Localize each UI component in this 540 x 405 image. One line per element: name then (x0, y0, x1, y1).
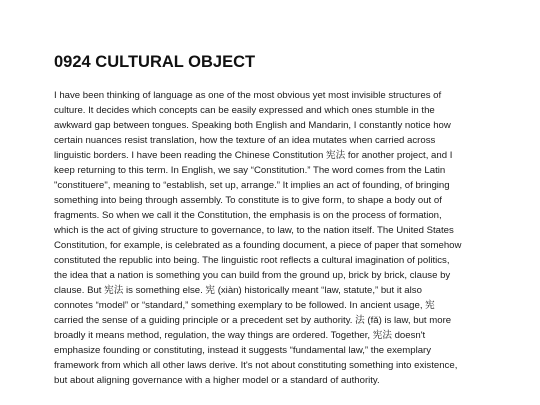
paragraph-line: the idea that a nation is something you can build from the ground up, brick by brick, clause by (54, 270, 451, 281)
paragraph-line: culture. It decides which concepts can be easily expressed and which ones stumble in the (54, 105, 435, 116)
paragraph-line: keep returning to this term. In English, we say “Constitution.” The word comes from the Latin (54, 165, 446, 176)
paragraph-line: "constituere", meaning to “establish, set up, arrange.” It implies an act of founding, of bringing (54, 180, 450, 191)
paragraph-line: constituted the republic into being. The linguistic root reflects a cultural imagination of politics, (54, 255, 450, 266)
paragraph-line: framework from which all other laws derive. It's not about constituting something into existence, (54, 360, 458, 371)
paragraph-line: broadly it means method, regulation, the way things are ordered. Together, 宪法 doesn't (54, 330, 426, 341)
paragraph-line: awkward gap between tongues. Speaking both English and Mandarin, I constantly notice how (54, 120, 451, 131)
paragraph-line: connotes “model” or “standard,” something exemplary to be followed. In ancient usage, 宪 (54, 300, 435, 311)
body-paragraph (54, 88, 494, 388)
paragraph-line: I have been thinking of language as one of the most obvious yet most invisible structures of (54, 90, 442, 101)
paragraph-line: carried the sense of a guiding principle or a precedent set by authority. 法 (fǎ) is law, but more (54, 315, 452, 326)
paragraph-line: clause. But 宪法 is something else. 宪 (xiàn) historically meant “law, statute,” but it also (54, 285, 422, 296)
page-title: 0924 CULTURAL OBJECT (54, 53, 256, 71)
paragraph-line: linguistic borders. I have been reading the Chinese Constitution 宪法 for another project, and I (54, 150, 453, 161)
paragraph-line: but about aligning governance with a higher model or a standard of authority. (54, 375, 380, 386)
paragraph-line: emphasize founding or constituting, instead it suggests “fundamental law,” the exemplary (54, 345, 432, 356)
paragraph-line: certain nuances resist translation, how the texture of an idea mutates when carried across (54, 135, 436, 146)
paragraph-line: which is the act of giving structure to governance, to law, to the nation itself. The United States (54, 225, 454, 236)
paragraph-line: something into being through assembly. To constitute is to give form, to shape a body out of (54, 195, 442, 206)
paragraph-line: fragments. So when we call it the Constitution, the emphasis is on the process of formation, (54, 210, 442, 221)
paragraph-line: Constitution, for example, is celebrated as a founding document, a piece of paper that somehow (54, 240, 462, 251)
